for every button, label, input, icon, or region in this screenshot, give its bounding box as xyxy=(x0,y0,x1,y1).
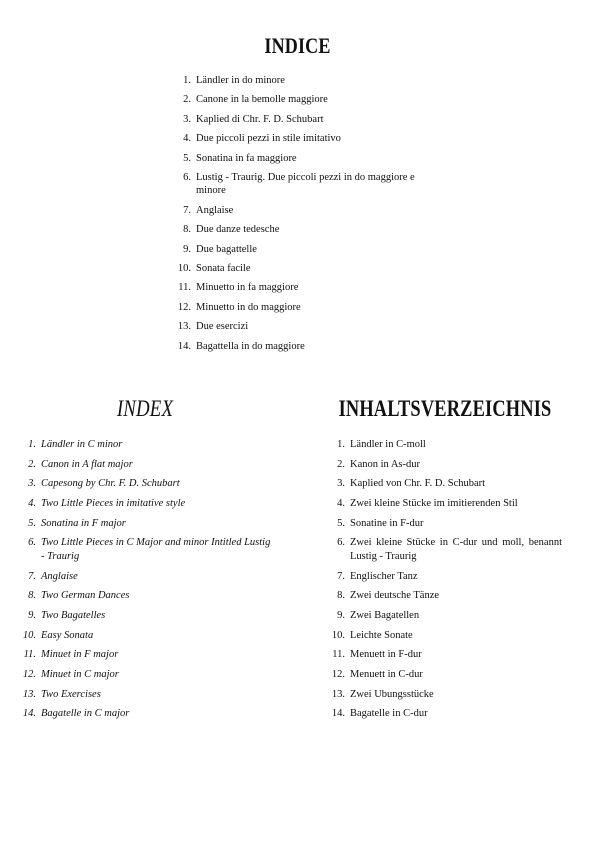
list-item xyxy=(17,438,275,452)
item-title: Menuett in C-dur xyxy=(350,669,423,681)
item-number: 9. xyxy=(337,610,345,621)
item-number: 2. xyxy=(183,94,191,106)
inhaltsverzeichnis-title: INHALTSVERZEICHNIS xyxy=(338,396,552,421)
item-number: 9. xyxy=(28,610,36,621)
item-number: 5. xyxy=(28,517,36,529)
list-item xyxy=(326,517,562,531)
list-item xyxy=(17,497,275,511)
list-item xyxy=(17,477,275,491)
item-title: Due piccoli pezzi in stile imitativo xyxy=(196,133,341,145)
item-title: Kanon in As-dur xyxy=(350,458,420,470)
item-number: 11. xyxy=(332,649,345,661)
item-number: 11. xyxy=(178,282,191,294)
list-item xyxy=(326,648,562,662)
list-item xyxy=(17,536,275,563)
item-number: 7. xyxy=(28,570,36,582)
item-title: Zwei Bagatellen xyxy=(350,610,420,621)
item-title: Easy Sonata xyxy=(41,629,94,641)
list-item xyxy=(172,152,422,166)
item-number: 14. xyxy=(177,340,191,352)
item-title: Anglaise xyxy=(196,204,234,216)
list-item xyxy=(326,589,562,603)
list-item xyxy=(172,204,422,218)
item-number: 1. xyxy=(28,439,36,450)
item-number: 8. xyxy=(183,224,191,236)
indice-title: INDICE xyxy=(264,33,331,58)
item-number: 12. xyxy=(331,669,345,681)
item-title: Minuetto in do maggiore xyxy=(196,301,301,313)
list-item xyxy=(17,668,275,682)
item-title: Lustig - Traurig. Due piccoli pezzi in do maggiore e minore xyxy=(196,171,415,197)
list-item xyxy=(17,688,275,702)
item-title: Zwei deutsche Tänze xyxy=(350,590,440,602)
list-item xyxy=(326,536,562,563)
item-title: Minuetto in fa maggiore xyxy=(196,282,299,294)
list-item xyxy=(326,707,562,721)
item-number: 6. xyxy=(183,171,191,183)
item-number: 7. xyxy=(183,204,191,216)
item-number: 1. xyxy=(337,439,345,450)
item-number: 13. xyxy=(22,688,36,700)
item-title: Two Little Pieces in imitative style xyxy=(41,498,186,510)
list-item xyxy=(172,93,422,107)
list-item xyxy=(172,262,422,276)
item-number: 7. xyxy=(337,570,345,582)
item-number: 5. xyxy=(337,517,345,529)
item-number: 14. xyxy=(331,708,345,720)
list-item xyxy=(172,113,422,127)
list-item xyxy=(17,517,275,531)
item-number: 8. xyxy=(28,590,36,602)
list-item xyxy=(17,648,275,662)
item-title: Canon in A flat major xyxy=(41,458,133,470)
item-number: 10. xyxy=(331,629,345,641)
item-title: Sonatina in F major xyxy=(41,517,126,529)
item-title: Two Exercises xyxy=(41,688,101,700)
item-number: 6. xyxy=(337,537,345,549)
item-number: 8. xyxy=(337,590,345,602)
item-number: 13. xyxy=(177,321,191,333)
item-number: 3. xyxy=(183,113,191,125)
item-title: Due bagattelle xyxy=(196,243,257,255)
item-title: Sonatina in fa maggiore xyxy=(196,152,297,164)
item-number: 12. xyxy=(22,669,36,681)
indice-list xyxy=(172,74,422,359)
item-number: 6. xyxy=(28,537,36,549)
list-item xyxy=(326,458,562,472)
list-item xyxy=(172,74,422,88)
list-item xyxy=(172,243,422,257)
item-number: 4. xyxy=(337,498,345,510)
list-item xyxy=(326,570,562,584)
inhaltsverzeichnis-list xyxy=(326,438,562,727)
item-number: 4. xyxy=(28,498,36,510)
list-item xyxy=(17,707,275,721)
item-title: Ländler in C-moll xyxy=(350,439,426,450)
list-item xyxy=(172,223,422,237)
item-title: Ländler in do minore xyxy=(196,75,285,86)
index-list xyxy=(17,438,275,727)
item-number: 3. xyxy=(337,478,345,490)
item-title: Two Bagatelles xyxy=(41,610,106,621)
list-item xyxy=(172,340,422,354)
item-title: Due danze tedesche xyxy=(196,224,280,236)
list-item xyxy=(17,458,275,472)
item-title: Bagatelle in C-dur xyxy=(350,708,428,720)
list-item xyxy=(17,589,275,603)
item-title: Leichte Sonate xyxy=(350,629,413,641)
list-item xyxy=(17,570,275,584)
list-item xyxy=(17,609,275,623)
item-number: 11. xyxy=(23,649,36,661)
item-title: Two Little Pieces in C Major and minor Intitled Lustig - Traurig xyxy=(41,537,271,562)
item-title: Kaplied di Chr. F. D. Schubart xyxy=(196,113,324,125)
item-title: Bagatelle in C major xyxy=(41,708,130,720)
item-title: Bagattella in do maggiore xyxy=(196,340,305,352)
item-number: 1. xyxy=(183,75,191,86)
item-number: 13. xyxy=(331,688,345,700)
item-number: 12. xyxy=(177,301,191,313)
item-title: Capesong by Chr. F. D. Schubart xyxy=(41,478,180,490)
item-title: Englischer Tanz xyxy=(350,570,418,582)
item-number: 9. xyxy=(183,243,191,255)
list-item xyxy=(326,629,562,643)
item-title: Anglaise xyxy=(41,570,78,582)
item-title: Minuet in C major xyxy=(41,669,119,681)
item-number: 2. xyxy=(28,458,36,470)
item-number: 3. xyxy=(28,478,36,490)
list-item xyxy=(326,477,562,491)
item-title: Two German Dances xyxy=(41,590,130,602)
item-title: Canone in la bemolle maggiore xyxy=(196,94,328,106)
list-item xyxy=(172,132,422,146)
item-number: 5. xyxy=(183,152,191,164)
item-number: 2. xyxy=(337,458,345,470)
item-number: 4. xyxy=(183,133,191,145)
list-item xyxy=(326,438,562,452)
item-title: Kaplied von Chr. F. D. Schubart xyxy=(350,478,486,490)
item-number: 10. xyxy=(22,629,36,641)
list-item xyxy=(17,629,275,643)
item-title: Due esercizi xyxy=(196,321,249,333)
item-title: Minuet in F major xyxy=(41,649,119,661)
item-title: Zwei kleine Stücke im imitierenden Stil xyxy=(350,498,518,510)
item-title: Sonatine in F-dur xyxy=(350,517,424,529)
item-title: Menuett in F-dur xyxy=(350,649,422,661)
list-item xyxy=(172,301,422,315)
item-title: Zwei kleine Stücke in C-dur und moll, benannt Lustig - Traurig xyxy=(350,537,562,562)
item-number: 10. xyxy=(177,263,191,275)
list-item xyxy=(326,668,562,682)
list-item xyxy=(326,609,562,623)
list-item xyxy=(326,688,562,702)
item-title: Ländler in C minor xyxy=(41,439,123,450)
list-item xyxy=(172,320,422,334)
list-item xyxy=(172,171,422,198)
index-title: INDEX xyxy=(116,396,174,421)
list-item xyxy=(326,497,562,511)
item-title: Zwei Ubungsstücke xyxy=(350,688,434,700)
item-number: 14. xyxy=(22,708,36,720)
list-item xyxy=(172,281,422,295)
item-title: Sonata facile xyxy=(196,263,251,275)
